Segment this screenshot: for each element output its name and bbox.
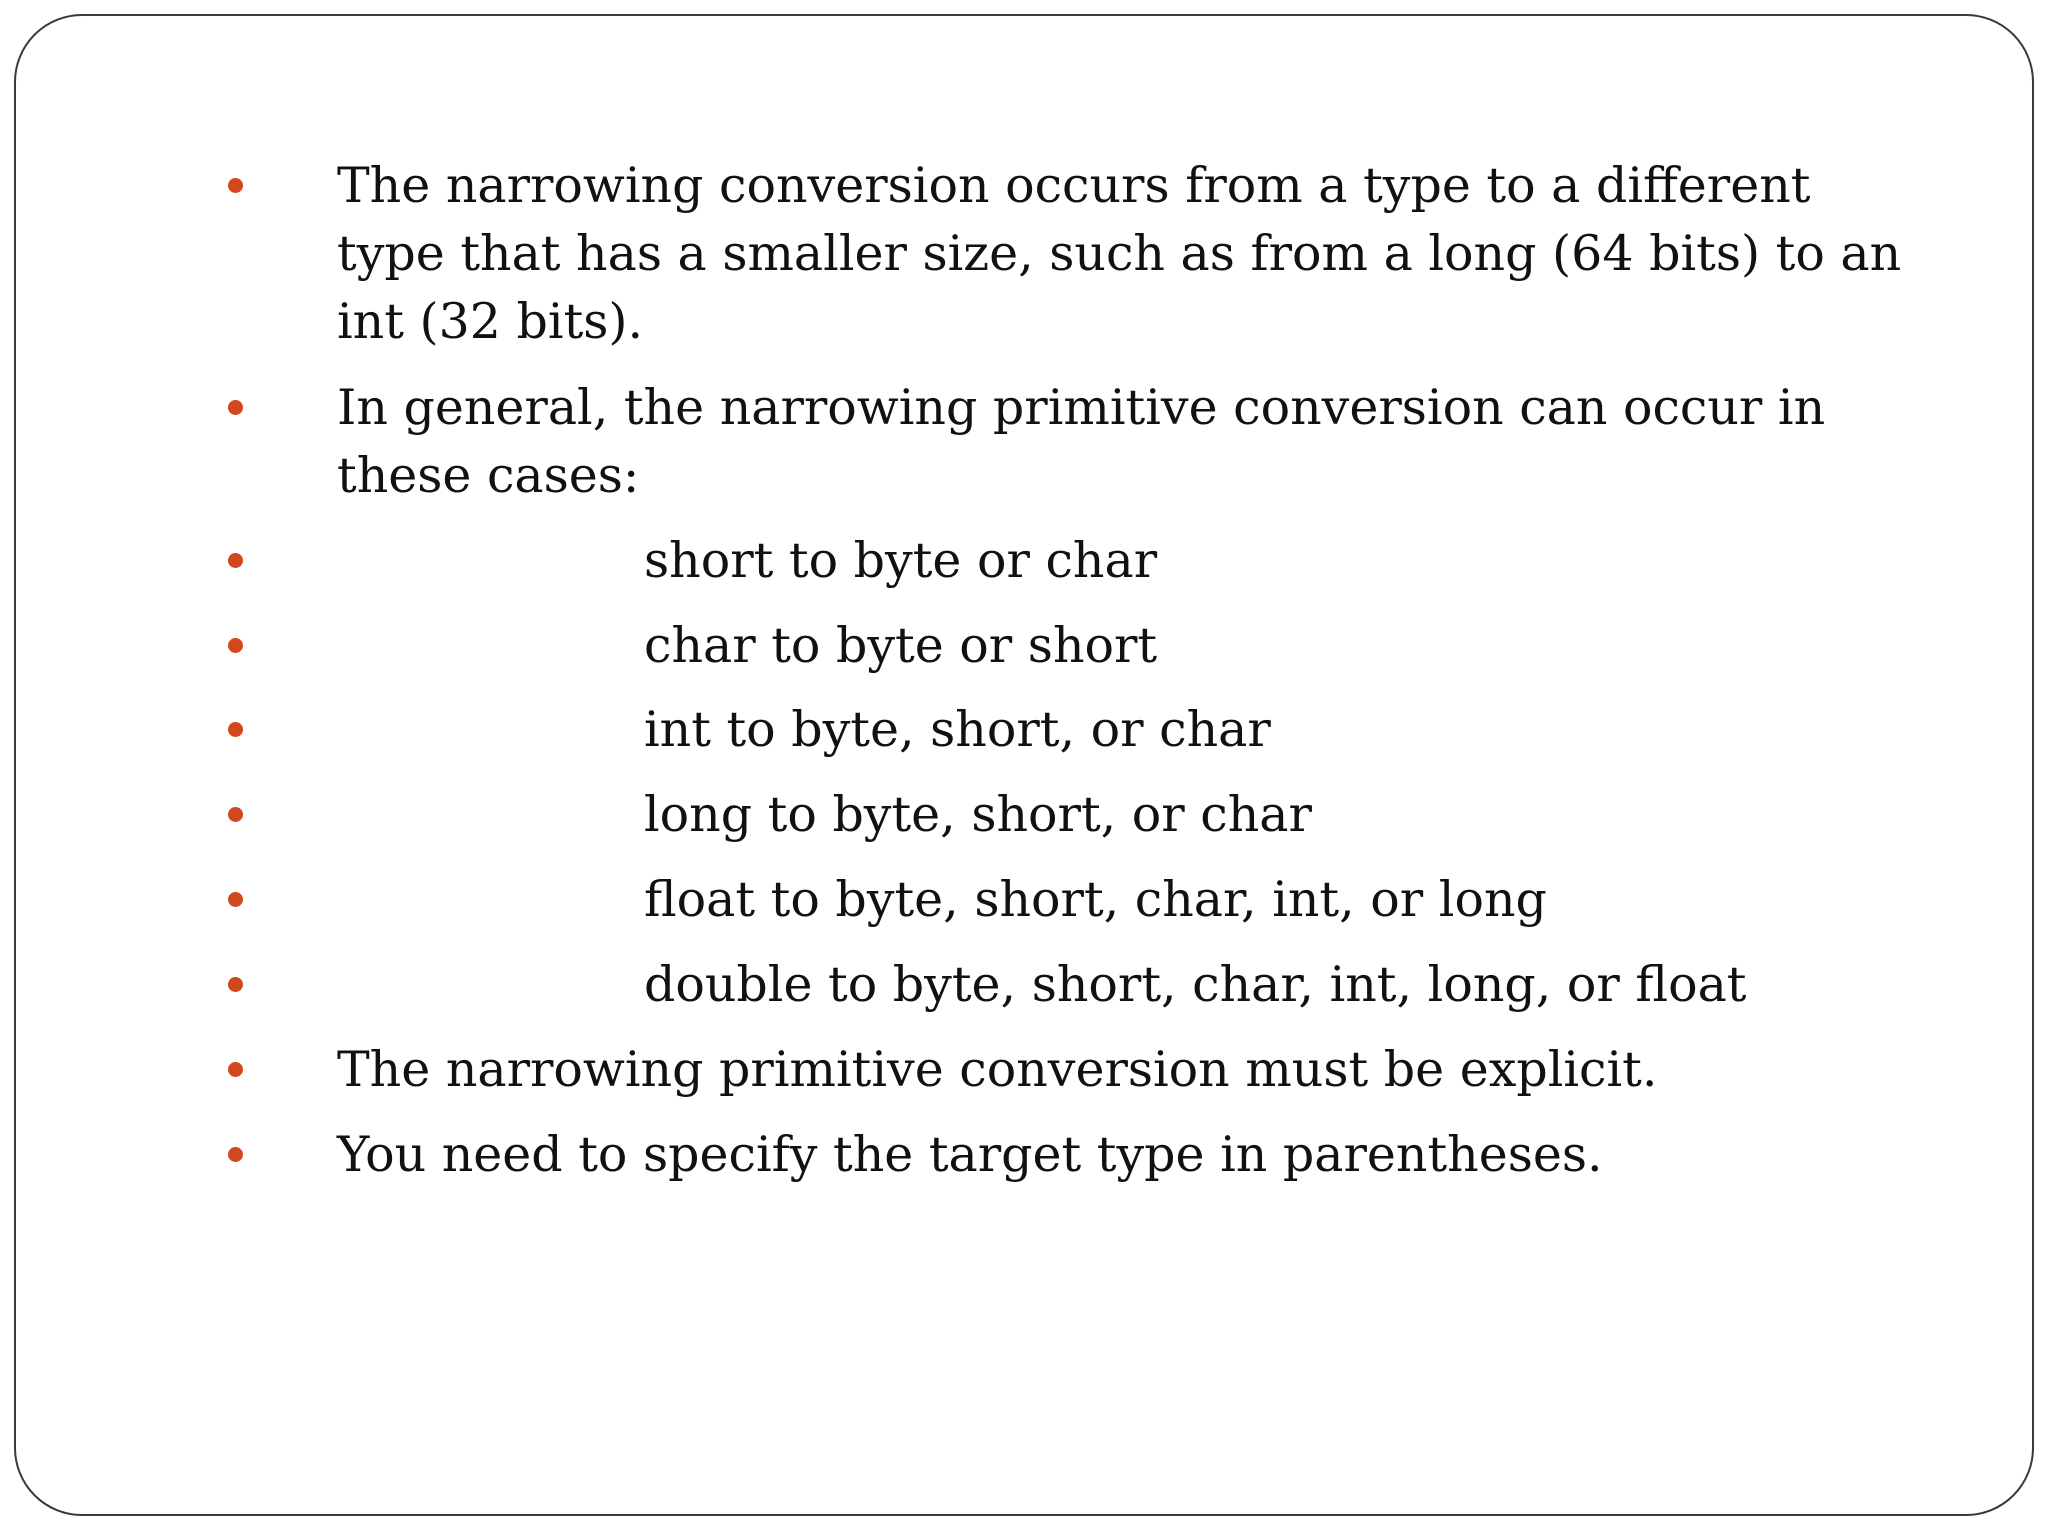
bullet-dot-icon [228, 977, 243, 992]
bullet-text: long to byte, short, or char [644, 786, 1312, 843]
bullet-dot-icon [228, 1062, 243, 1077]
bullet-dot-icon [228, 553, 243, 568]
bullet-text: float to byte, short, char, int, or long [644, 871, 1547, 928]
bullet-text: short to byte or char [644, 532, 1158, 589]
bullet-dot-icon [228, 400, 243, 415]
bullet-text: The narrowing primitive conversion must be explicit. [337, 1041, 1658, 1098]
bullet-dot-icon [228, 892, 243, 907]
bullet-dot-icon [228, 722, 243, 737]
bullet-dot-icon [228, 178, 243, 193]
bullet-dot-icon [228, 1147, 243, 1162]
bullet-text: char to byte or short [644, 617, 1158, 674]
bullet-text: In general, the narrowing primitive conversion can occur in these cases: [337, 379, 1826, 504]
bullet-dot-icon [228, 807, 243, 822]
bullet-text: You need to specify the target type in parentheses. [337, 1126, 1603, 1183]
bullet-text: The narrowing conversion occurs from a type to a different type that has a smaller size, such as from a long (64 bits) to an int (32 bits). [337, 157, 1902, 350]
bullet-text: double to byte, short, char, int, long, or float [644, 956, 1747, 1013]
bullet-dot-icon [228, 638, 243, 653]
bullet-text: int to byte, short, or char [644, 701, 1271, 758]
